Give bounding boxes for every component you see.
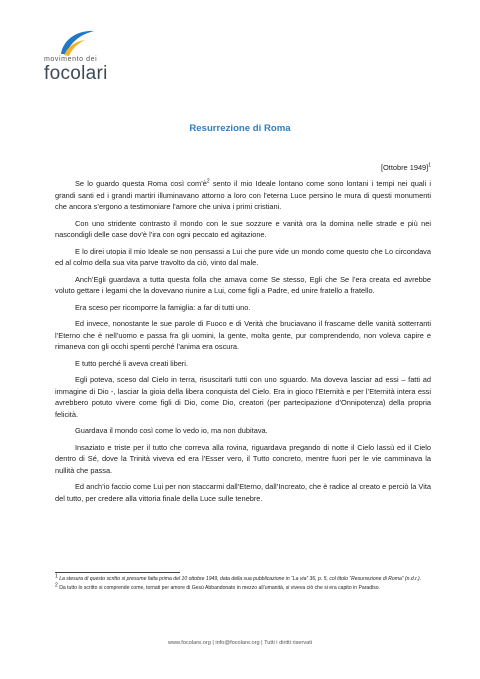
logo-line2: focolari (44, 63, 108, 84)
footnote-divider (55, 572, 180, 573)
footnote-2 (55, 581, 431, 593)
footnote-1-text: La stesura di questo scritto si presume fatta prima del 10 ottobre 1949, data della sua pubblicazione in “La via” 36, p. 5, col titolo “Resurrezione di Roma” (n.d.r.). (59, 576, 422, 582)
paragraph-7: E tutto perché li aveva creati liberi. (75, 358, 188, 368)
paragraph-3: E lo direi utopia il mio Ideale se non pensassi a Lui che pure vide un mondo come questo che Lo circondava ed al colmo della sua vita parve travolto da ciò, vinto dal male. (55, 246, 431, 268)
paragraph-1-text-b: sento il mio Ideale lontano come sono lontani i tempi nei quali i grandi santi ed i grandi martiri illuminavano attorno a loro con l’eterna Luce persino le mura di questi monumenti che ancora s’ergono a testimoniare l’amore che univa i primi cristiani. (55, 179, 431, 212)
date-text: [Ottobre 1949] (380, 163, 429, 172)
document-body (55, 162, 431, 509)
paragraph-6: Ed invece, nonostante le sue parole di Fuoco e di Verità che bruciavano il frascame delle vanità sotterranti l’Eterno che è nell’uomo e passa fra gli uomini, la gente, molta gente, pur comprendendo, non voleva capire e rimaneva con gli occhi spenti perché l’anima era oscura. (55, 319, 431, 352)
footnote-1 (55, 573, 431, 584)
paragraph-10: Insaziato e triste per il tutto che correva alla rovina, riguardava pregando di notte il Cielo lassù ed il Cielo dentro di Sé, dove la Trinità viveva ed era l’Esser vero, il Tutto concreto, mentre fuori per le vie camminava la nullità che passa. (55, 442, 431, 475)
logo-line1: movimento dei (44, 56, 98, 63)
footnote-ref-1: 1 (428, 162, 431, 169)
footnote-ref-2: 2 (206, 178, 210, 185)
footnote-1-number: 1 (55, 573, 58, 580)
paragraph-2: Con uno stridente contrasto il mondo con le sue sozzure e vanità ora la domina nelle strade e più nei nascondigli delle case dov’è l’ira con ogni peccato ed agitazione. (55, 218, 431, 240)
footnotes (55, 572, 431, 593)
document-title: Resurrezione di Roma (189, 123, 291, 134)
footnote-2-text: Da tutto lo scritto si comprende come, tornati per amore di Gesù Abbandonato in mezzo all’umanità, si viveva ciò che si era capito in Paradiso. (59, 584, 380, 591)
paragraph-1 (55, 178, 431, 212)
paragraph-1-text-a: Se lo guardo questa Roma così com’è (75, 179, 207, 189)
paragraph-4: Anch’Egli guardava a tutta questa folla che amava come Se stesso, Egli che Se l’era creata ed avrebbe voluto gettare i legami che la dovevano riunire a Lui, come figli a Padre, ed unire fratello a fratello. (55, 274, 431, 296)
paragraph-5: Era sceso per ricomporre la famiglia: a far di tutti uno. (75, 302, 251, 312)
paragraph-8: Egli poteva, sceso dal Cielo in terra, risuscitarli tutti con uno sguardo. Ma doveva lasciar ad essi – fatti ad immagine di Dio -, lasciar la gioia della libera conquista del Cielo. Era in gioco l’Eternità e per l’Eternità intera essi avrebbero potuto vivere come figli di Dio, come Dio, creatori (per partecipazione d’Onnipotenza) della propria felicità. (55, 375, 431, 419)
document-date (55, 162, 431, 173)
paragraph-11: Ed anch’io faccio come Lui per non staccarmi dall’Eterno, dall’Increato, che è radice al creato e perciò la Vita del tutto, per credere alla vittoria finale della Luce sulle tenebre. (55, 482, 431, 503)
paragraph-9: Guardava il mondo così come lo vedo io, ma non dubitava. (75, 426, 268, 436)
page-footer: www.focolare.org | info@focolare.org | Tutti i diritti riservati (167, 640, 313, 646)
logo-wordmark (44, 56, 108, 83)
footnote-2-number: 2 (55, 581, 58, 588)
